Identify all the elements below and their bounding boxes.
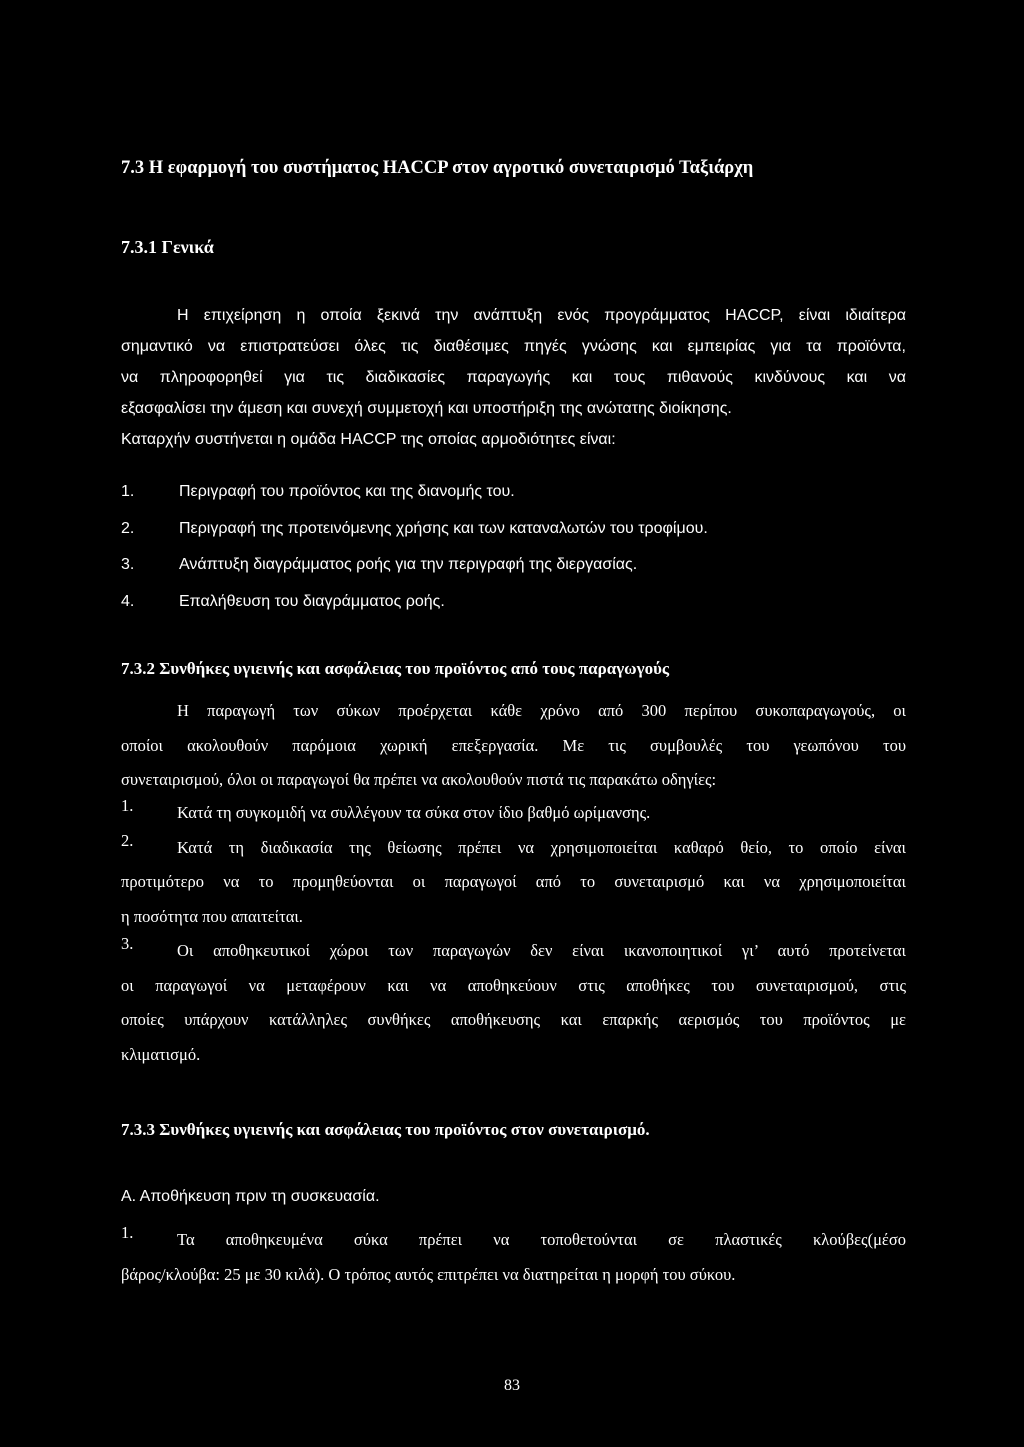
producer-guidelines-list <box>121 796 906 1072</box>
list-item-text: Επαλήθευση του διαγράμματος ροής. <box>179 592 445 610</box>
list-item <box>121 934 906 1072</box>
subsection-1-title: 7.3.1 Γενικά <box>121 237 214 257</box>
list-item-line: οποίες υπάρχουν κατάλληλες συνθήκες αποθήκευσης και επαρκής αερισμός του προϊόντος με <box>121 1010 906 1029</box>
list-item-line: βάρος/κλούβα: 25 με 30 κιλά). Ο τρόπος αυτός επιτρέπει να διατηρείται η μορφή του σύκου. <box>121 1264 736 1284</box>
subsection-2-paragraph <box>121 694 906 798</box>
list-item-number: 1. <box>121 1223 134 1242</box>
list-item-number: 4. <box>121 592 135 610</box>
section-title: 7.3 Η εφαρμογή του συστήματος HACCP στον αγροτικό συνεταιρισμό Ταξιάρχη <box>121 158 754 178</box>
list-item-number: 2. <box>121 519 135 537</box>
list-item-line: Οι αποθηκευτικοί χώροι των παραγωγών δεν είναι ικανοποιητικοί γι’ αυτό προτείνεται <box>177 941 906 960</box>
list-item-line: Τα αποθηκευμένα σύκα πρέπει να τοποθετούνται σε πλαστικές κλούβες(μέσο <box>177 1230 906 1249</box>
list-item-line: η ποσότητα που απαιτείται. <box>121 906 303 926</box>
part-a-label: Α. Αποθήκευση πριν τη συσκευασία. <box>121 1188 380 1205</box>
paragraph-line: Καταρχήν συστήνεται η ομάδα HACCP της οποίας αρμοδιότητες είναι: <box>121 431 616 448</box>
subsection-3-title: 7.3.3 Συνθήκες υγιεινής και ασφάλειας του προϊόντος στον συνεταιρισμό. <box>121 1120 650 1139</box>
page-number: 83 <box>504 1377 520 1394</box>
paragraph-line: συνεταιρισμού, όλοι οι παραγωγοί θα πρέπει να ακολουθούν πιστά τις παρακάτω οδηγίες: <box>121 770 717 789</box>
paragraph-line: σημαντικό να επιστρατεύσει όλες τις διαθέσιμες πηγές γνώσης και εμπειρίας για τα προϊόντα, <box>121 338 906 355</box>
paragraph-line: εξασφαλίσει την άμεση και συνεχή συμμετοχή και υποστήριξη της ανώτατης διοίκησης. <box>121 400 732 417</box>
paragraph-line: Η παραγωγή των σύκων προέρχεται κάθε χρόνο από 300 περίπου συκοπαραγωγούς, οι <box>177 701 906 720</box>
subsection-2-title: 7.3.2 Συνθήκες υγιεινής και ασφάλειας του προϊόντος από τους παραγωγούς <box>121 659 670 678</box>
list-item-line: Κατά τη συγκομιδή να συλλέγουν τα σύκα στον ίδιο βαθμό ωρίμανσης. <box>177 803 651 822</box>
list-item-line: Κατά τη διαδικασία της θείωσης πρέπει να χρησιμοποιείται καθαρό θείο, το οποίο είναι <box>177 837 906 857</box>
storage-item <box>121 1223 906 1292</box>
list-item-text: Περιγραφή του προϊόντος και της διανομής του. <box>179 483 515 500</box>
subsection-1-paragraph <box>121 300 906 455</box>
list-item-number: 1. <box>121 796 134 815</box>
list-item-number: 1. <box>121 483 135 500</box>
list-item-number: 3. <box>121 934 134 953</box>
list-item-line: προτιμότερο να το προμηθεύονται οι παραγωγοί από το συνεταιρισμό και να χρησιμοποιείται <box>121 872 906 891</box>
list-item-number: 3. <box>121 556 135 573</box>
list-item-text: Περιγραφή της προτεινόμενης χρήσης και των καταναλωτών του τροφίμου. <box>179 519 708 537</box>
paragraph-line: Η επιχείρηση η οποία ξεκινά την ανάπτυξη ενός προγράμματος HACCP, είναι ιδιαίτερα <box>177 307 906 324</box>
list-item-number: 2. <box>121 830 134 850</box>
list-item-line: κλιματισμό. <box>121 1044 201 1064</box>
list-item-line: οι παραγωγοί να μεταφέρουν και να αποθηκεύουν στις αποθήκες του συνεταιρισμού, στις <box>121 975 906 995</box>
list-item <box>121 796 906 831</box>
paragraph-line: οποίοι ακολουθούν παρόμοια χωρική επεξεργασία. Με τις συμβουλές του γεωπόνου του <box>121 735 906 755</box>
list-item <box>121 831 906 935</box>
list-item-text: Ανάπτυξη διαγράμματος ροής για την περιγραφή της διεργασίας. <box>179 556 638 573</box>
paragraph-line: να πληροφορηθεί για τις διαδικασίες παραγωγής και τους πιθανούς κινδύνους και να <box>121 369 906 386</box>
